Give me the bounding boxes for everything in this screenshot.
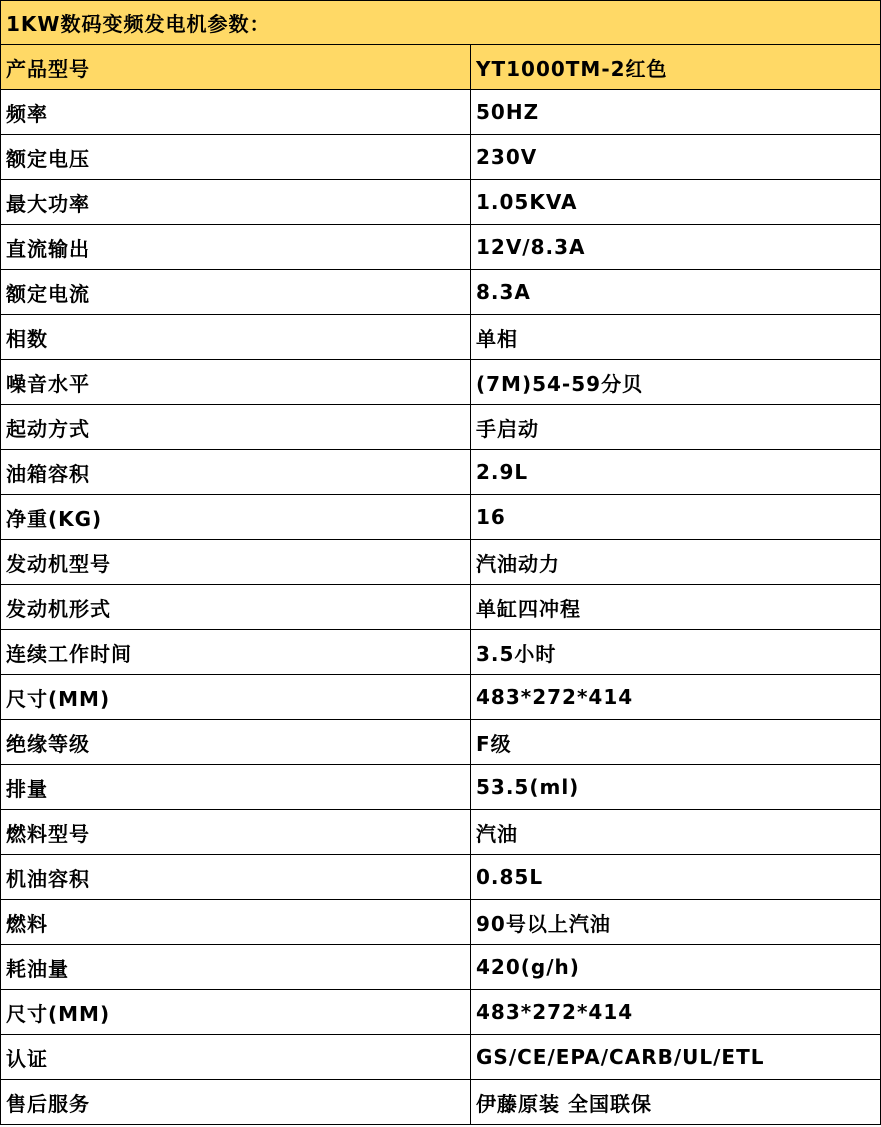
table-body bbox=[1, 90, 881, 1125]
spec-value-cell: 90号以上汽油 bbox=[471, 900, 881, 945]
spec-value-cell: 0.85L bbox=[471, 855, 881, 900]
table-row bbox=[1, 495, 881, 540]
table-row bbox=[1, 450, 881, 495]
spec-name-cell: 售后服务 bbox=[1, 1080, 471, 1125]
spec-name-cell: 绝缘等级 bbox=[1, 720, 471, 765]
spec-name-cell: 起动方式 bbox=[1, 405, 471, 450]
table-row bbox=[1, 945, 881, 990]
table-row bbox=[1, 1035, 881, 1080]
spec-value-cell: F级 bbox=[471, 720, 881, 765]
spec-name-cell: 尺寸(MM) bbox=[1, 990, 471, 1035]
spec-name-cell: 发动机形式 bbox=[1, 585, 471, 630]
spec-value-cell: 53.5(ml) bbox=[471, 765, 881, 810]
spec-value-cell: 483*272*414 bbox=[471, 990, 881, 1035]
spec-name-cell: 耗油量 bbox=[1, 945, 471, 990]
table-title: 1KW数码变频发电机参数： bbox=[1, 1, 881, 45]
spec-name-cell: 油箱容积 bbox=[1, 450, 471, 495]
spec-value-cell: 伊藤原装 全国联保 bbox=[471, 1080, 881, 1125]
table-row bbox=[1, 405, 881, 450]
table-row bbox=[1, 540, 881, 585]
spec-name-cell: 燃料型号 bbox=[1, 810, 471, 855]
spec-value-cell: 单缸四冲程 bbox=[471, 585, 881, 630]
spec-value-cell: 16 bbox=[471, 495, 881, 540]
spec-name-cell: 频率 bbox=[1, 90, 471, 135]
spec-value-cell: 汽油 bbox=[471, 810, 881, 855]
table-row bbox=[1, 855, 881, 900]
table-row bbox=[1, 675, 881, 720]
spec-value-cell: 单相 bbox=[471, 315, 881, 360]
table-row bbox=[1, 135, 881, 180]
table-row bbox=[1, 900, 881, 945]
spec-value-cell: (7M)54-59分贝 bbox=[471, 360, 881, 405]
spec-name-cell: 额定电流 bbox=[1, 270, 471, 315]
spec-value-cell: 2.9L bbox=[471, 450, 881, 495]
spec-value-cell: 汽油动力 bbox=[471, 540, 881, 585]
table-row bbox=[1, 180, 881, 225]
spec-name-cell: 直流输出 bbox=[1, 225, 471, 270]
table-row bbox=[1, 360, 881, 405]
spec-name-cell: 机油容积 bbox=[1, 855, 471, 900]
spec-name-cell: 连续工作时间 bbox=[1, 630, 471, 675]
spec-value-cell: 12V/8.3A bbox=[471, 225, 881, 270]
table-row bbox=[1, 630, 881, 675]
table-row bbox=[1, 765, 881, 810]
spec-name-cell: 认证 bbox=[1, 1035, 471, 1080]
spec-value-cell: 420(g/h) bbox=[471, 945, 881, 990]
spec-value-cell: 483*272*414 bbox=[471, 675, 881, 720]
spec-value-cell: 230V bbox=[471, 135, 881, 180]
spec-name-cell: 额定电压 bbox=[1, 135, 471, 180]
spec-value-cell: 手启动 bbox=[471, 405, 881, 450]
spec-name-cell: 燃料 bbox=[1, 900, 471, 945]
spec-value-cell: 8.3A bbox=[471, 270, 881, 315]
table-row bbox=[1, 810, 881, 855]
spec-name-cell: 发动机型号 bbox=[1, 540, 471, 585]
spec-value-cell: 1.05KVA bbox=[471, 180, 881, 225]
table-row bbox=[1, 90, 881, 135]
spec-name-cell: 噪音水平 bbox=[1, 360, 471, 405]
table-row bbox=[1, 270, 881, 315]
spec-value-cell: GS/CE/EPA/CARB/UL/ETL bbox=[471, 1035, 881, 1080]
header-value-cell: YT1000TM-2红色 bbox=[471, 45, 881, 90]
spec-name-cell: 净重(KG) bbox=[1, 495, 471, 540]
spec-value-cell: 50HZ bbox=[471, 90, 881, 135]
table-row bbox=[1, 1080, 881, 1125]
header-key-cell: 产品型号 bbox=[1, 45, 471, 90]
table-row bbox=[1, 315, 881, 360]
spec-name-cell: 最大功率 bbox=[1, 180, 471, 225]
spec-value-cell: 3.5小时 bbox=[471, 630, 881, 675]
table-row bbox=[1, 720, 881, 765]
spec-name-cell: 尺寸(MM) bbox=[1, 675, 471, 720]
table-row bbox=[1, 225, 881, 270]
table-row bbox=[1, 990, 881, 1035]
table-row bbox=[1, 585, 881, 630]
table-header-row bbox=[1, 45, 881, 90]
spec-name-cell: 排量 bbox=[1, 765, 471, 810]
spec-name-cell: 相数 bbox=[1, 315, 471, 360]
